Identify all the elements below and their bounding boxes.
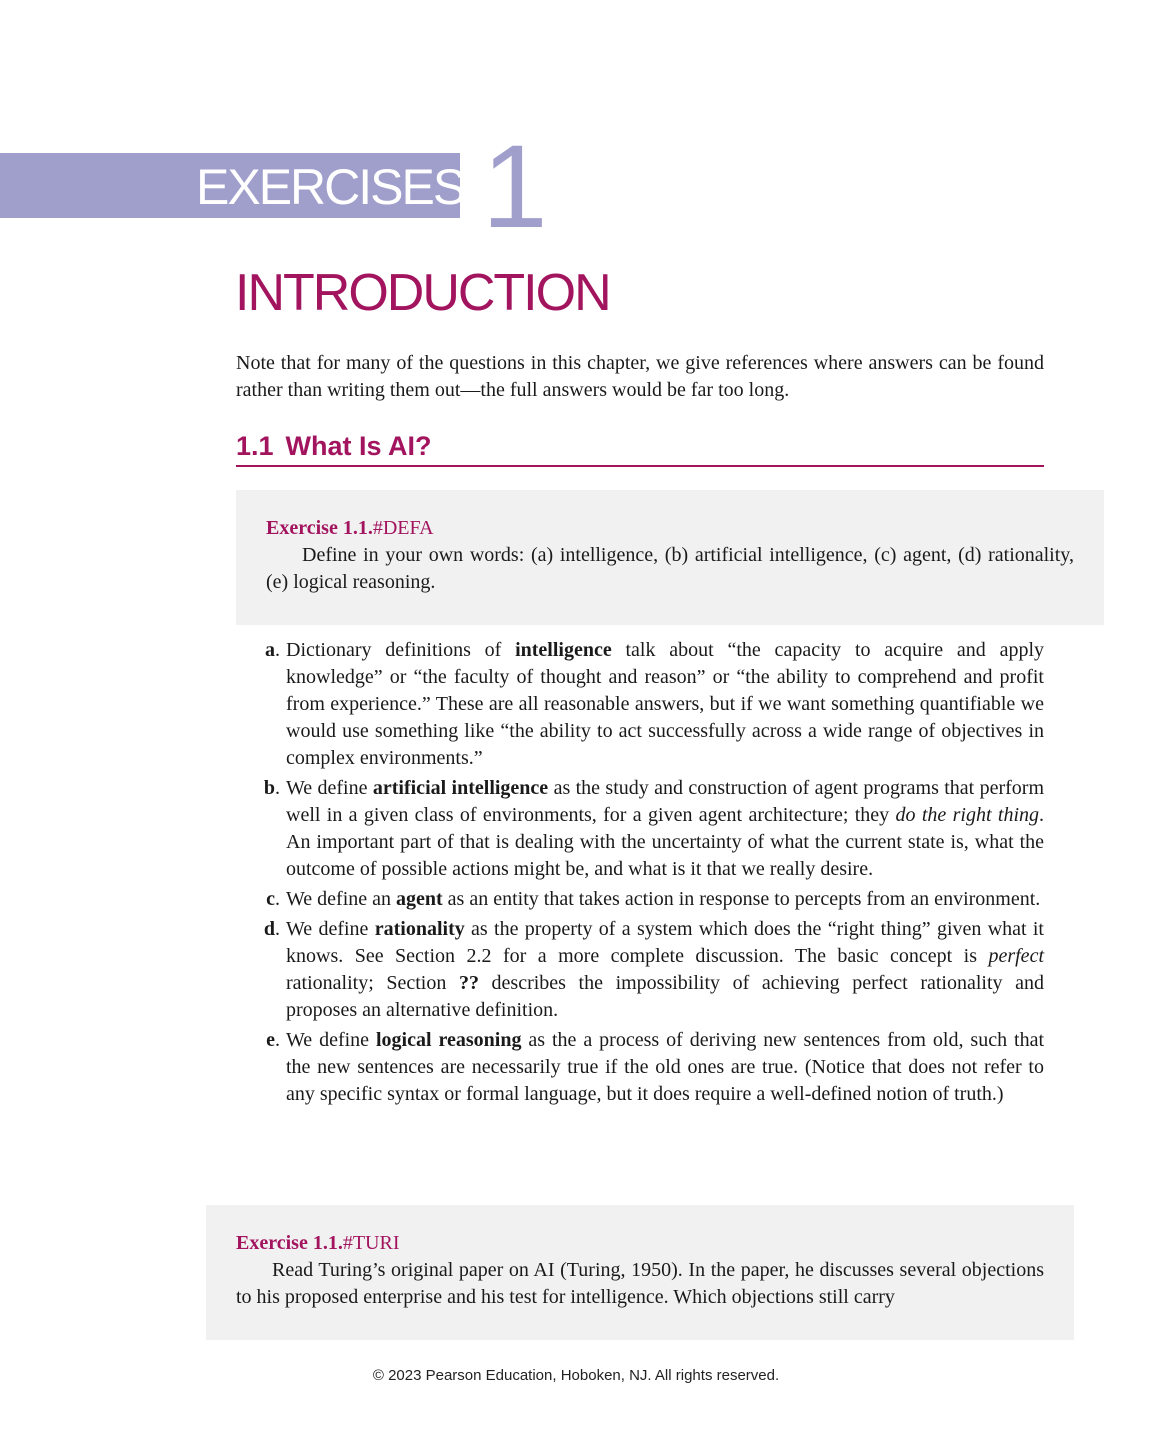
answer-item <box>256 775 1044 883</box>
section-number: 1.1 <box>236 431 274 461</box>
exercise-box-turi <box>206 1205 1074 1340</box>
exercise-box-defa <box>236 490 1104 625</box>
answer-marker: a . <box>256 637 280 664</box>
exercise-text: Define in your own words: (a) intelligence, (b) artificial intelligence, (c) agent, (d) rationality, (e) logical reasoning. <box>266 544 1074 593</box>
answer-term: logical reasoning <box>376 1029 522 1051</box>
exercise-text: Read Turing’s original paper on AI (Turing, 1950). In the paper, he discusses several objections to his proposed enterprise and his test for intelligence. Which objections still carry <box>236 1259 1044 1308</box>
answer-item <box>256 1027 1044 1108</box>
answer-text: We define <box>286 1029 376 1051</box>
chapter-title: INTRODUCTION <box>235 264 610 322</box>
answer-text: . An important part of that is dealing with the uncertainty of what the current state is, what the outcome of possible actions might be, and what is it that we really desire. <box>286 804 1044 880</box>
answer-list <box>256 637 1044 1111</box>
answer-item <box>256 916 1044 1024</box>
answer-term: intelligence <box>515 639 612 661</box>
answer-text: Dictionary definitions of <box>286 639 516 661</box>
copyright-footer: © 2023 Pearson Education, Hoboken, NJ. All rights reserved. <box>372 1367 780 1384</box>
exercise-id: #TURI <box>342 1232 400 1254</box>
answer-marker: c . <box>256 886 280 913</box>
answer-text: as the study and construction of agent programs that perform well in a given class of environments, for a given agent architecture; they <box>286 777 1045 826</box>
exercise-title <box>266 515 434 542</box>
chapter-number: 1 <box>482 121 548 253</box>
answer-emphasis: do the right thing <box>895 804 1039 826</box>
answer-text: talk about “the capacity to acquire and apply knowledge” or “the faculty of thought and reason” or “the ability to comprehend and profit from experience.” These are all reasonable answers, but if we want something quantifiable we would use something like “the ability to act successfully across a wide range of objectives in complex environments.” <box>286 639 1045 769</box>
section-reference: ?? <box>458 972 479 994</box>
answer-item <box>256 637 1044 772</box>
answer-item <box>256 886 1044 913</box>
answer-text: rationality; Section <box>286 972 459 994</box>
exercise-id: #DEFA <box>372 517 434 539</box>
answer-term: agent <box>396 888 443 910</box>
answer-text: We define <box>286 777 373 799</box>
answer-term: artificial intelligence <box>372 777 549 799</box>
answer-text: We define <box>286 918 375 940</box>
section-title: What Is AI? <box>285 431 432 461</box>
answer-text: describes the impossibility of achieving perfect rationality and proposes an alternative definition. <box>286 972 1044 1021</box>
answer-text: as the property of a system which does the “right thing” given what it knows. See Section 2.2 for a more complete discussion. The basic concept is <box>286 918 1044 967</box>
answer-marker: b . <box>256 775 280 802</box>
answer-emphasis: perfect <box>988 945 1044 967</box>
answer-text: as an entity that takes action in response to percepts from an environment. <box>442 888 1041 910</box>
exercise-prefix: Exercise 1.1. <box>236 1232 343 1254</box>
exercise-prefix: Exercise 1.1. <box>266 517 373 539</box>
exercise-title <box>236 1230 400 1257</box>
answer-text: as the a process of deriving new sentences from old, such that the new sentences are necessarily true if the old ones are true. (Notice that does not refer to any specific syntax or formal language, but it does require a well-defined notion of truth.) <box>286 1029 1045 1105</box>
chapter-banner-label: EXERCISES <box>196 159 465 215</box>
answer-text: We define an <box>286 888 396 910</box>
answer-term: rationality <box>374 918 465 940</box>
section-heading <box>236 428 1044 467</box>
intro-paragraph: Note that for many of the questions in this chapter, we give references where answers can be found rather than writing them out—the full answers would be far too long. <box>236 352 1044 401</box>
answer-marker: d . <box>256 916 280 943</box>
answer-marker: e . <box>256 1027 280 1054</box>
